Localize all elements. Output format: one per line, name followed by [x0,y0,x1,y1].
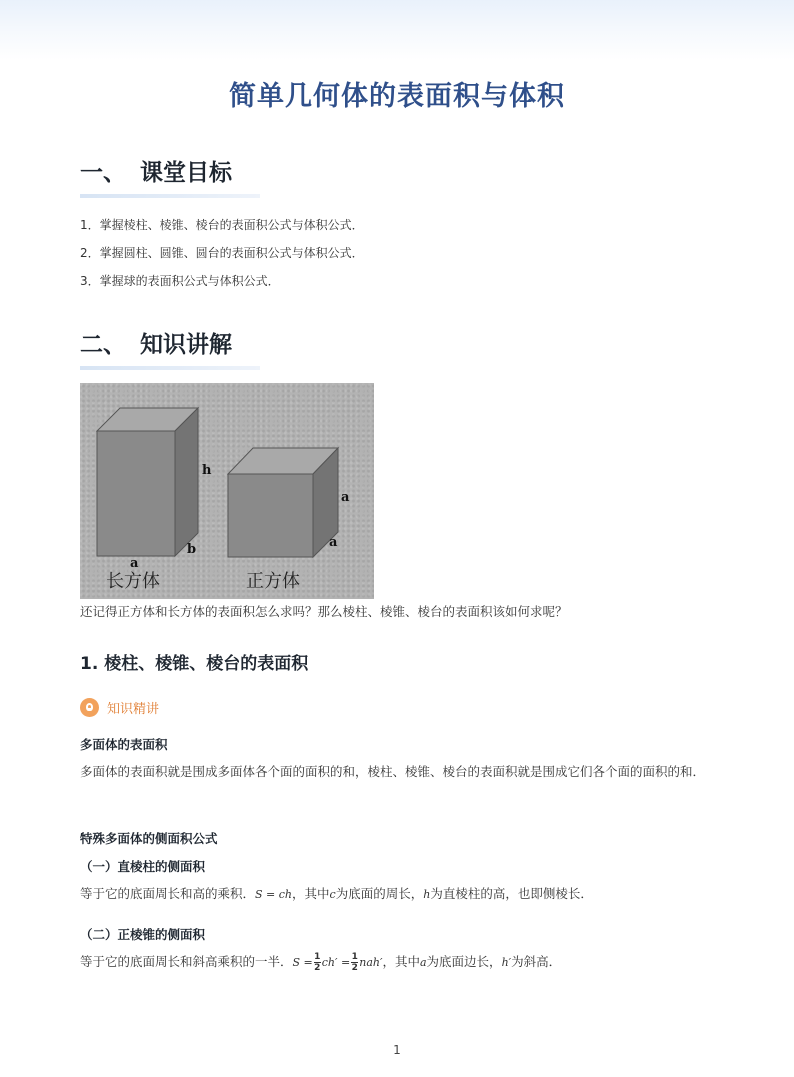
cuboid-front-face [97,431,175,556]
section-heading-goals [80,154,232,187]
subsection-title: 1. 棱柱、棱锥、棱台的表面积 [80,654,309,674]
formula-part1: ch′ = [321,956,351,969]
cuboid-cube-figure [80,383,374,599]
page-header-band [0,0,794,60]
var-c: c [329,888,336,901]
var-a: a [419,956,427,969]
var-h: h [423,888,431,901]
fraction-numerator: 1 [351,952,358,962]
page-number: 1 [393,1043,401,1057]
lightbulb-icon [80,698,99,717]
cuboid-side-face [175,408,198,556]
knowledge-tip [80,696,159,718]
prism-formula: S = ch [255,888,293,901]
section-number: 二、 [80,332,126,358]
pyramid-text-before: 等于它的底面周长和斜高乘积的一半． [80,954,293,969]
section-number: 一、 [80,160,126,186]
cuboid-label-h: h [202,463,212,478]
cube-front-face [228,474,313,557]
fraction-numerator: 1 [314,952,321,962]
fraction-one-half [314,952,321,973]
section-title: 知识讲解 [140,332,232,358]
section-heading-knowledge [80,326,232,359]
prism-text-mid1: ，其中 [292,886,330,901]
fraction-denominator: 2 [351,963,358,973]
cuboid-caption: 长方体 [106,571,160,592]
intro-question: 还记得正方体和长方体的表面积怎么求吗？那么棱柱、棱锥、棱台的表面积该如何求呢？ [80,604,568,619]
prism-heading: （一）直棱柱的侧面积 [80,859,206,874]
prism-text-mid2: 为底面的周长， [335,886,424,901]
formula-s: S = [292,956,313,969]
cube-caption: 正方体 [246,571,300,592]
solids-illustration [80,383,374,599]
tip-label: 知识精讲 [107,701,160,717]
fraction-one-half [351,952,358,973]
goal-item: 1．掌握棱柱、棱锥、棱台的表面积公式与体积公式． [80,218,364,232]
polyhedron-surface-text: 多面体的表面积就是围成多面体各个面的面积的和，棱柱、棱锥、棱台的表面积就是围成它们各个面的面积的和． [80,764,706,779]
cuboid-label-b: b [187,542,197,557]
pyramid-text-mid1: ，其中 [382,954,420,969]
pyramid-text-mid2: 为底面边长， [426,954,502,969]
var-h-prime: h′ [501,956,512,969]
heading-underline [80,366,260,370]
cube-label-a-right: a [341,490,350,505]
document-title: 简单几何体的表面积与体积 [229,81,565,112]
fraction-denominator: 2 [314,963,321,973]
lateral-formulas-heading: 特殊多面体的侧面积公式 [80,831,218,846]
pyramid-formula-line [80,949,720,975]
cuboid-label-a: a [130,556,139,571]
goal-item: 3．掌握球的表面积公式与体积公式． [80,274,280,288]
cube-label-a-bottom: a [329,535,338,550]
prism-text-before: 等于它的底面周长和高的乘积． [80,886,256,901]
heading-underline [80,194,260,198]
formula-part2: nah′ [359,956,383,969]
pyramid-heading: （二）正棱锥的侧面积 [80,927,206,942]
goal-item: 2．掌握圆柱、圆锥、圆台的表面积公式与体积公式． [80,246,364,260]
pyramid-text-after: 为斜高． [511,954,562,969]
polyhedron-surface-heading: 多面体的表面积 [80,737,168,752]
prism-formula-line [80,881,720,907]
section-title: 课堂目标 [140,160,232,186]
prism-text-after: 为直棱柱的高，也即侧棱长． [430,886,593,901]
